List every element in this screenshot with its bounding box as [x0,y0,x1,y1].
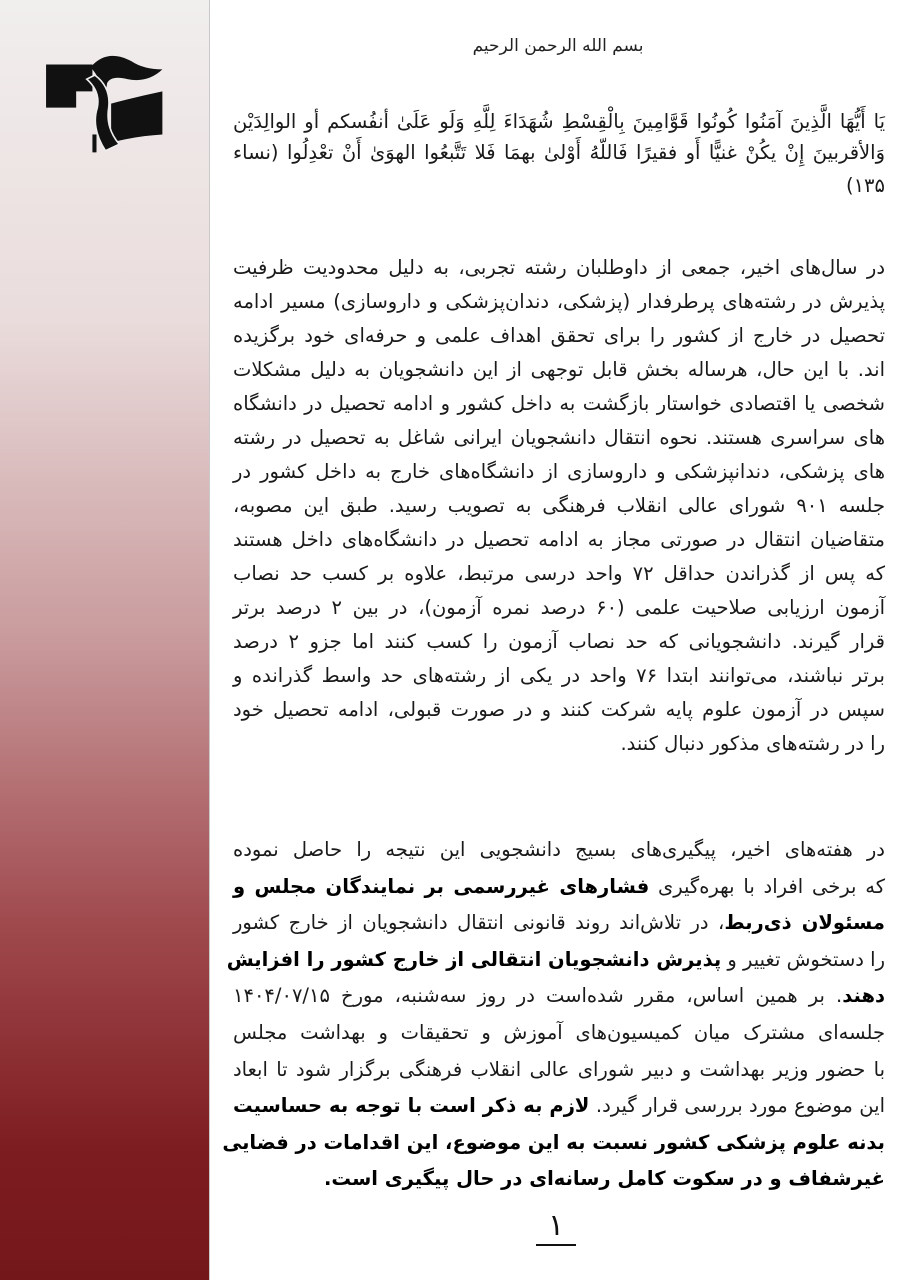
paragraph-line: های پزشکی، دندانپزشکی و داروسازی از دانشگاه‌های خارج به داخل کشور در [233,460,885,483]
paragraph-line: پذیرش در رشته‌های پرطرفدار (پزشکی، دندان‌پزشکی و داروسازی) مسیر ادامه [233,290,885,313]
paragraph-line [233,835,885,865]
paragraph-line: شخصی یا اقتصادی خواستار بازگشت به داخل کشور و ادامه تحصیل در دانشگاه [233,392,885,415]
bold-text: دهند [842,984,885,1008]
organization-logo-icon [42,42,164,157]
paragraph-line: سپس در آزمون علوم پایه شرکت کنند و در صورت قبولی، ادامه تحصیل خود [233,698,885,721]
paragraph-line: تحصیل در خارج از کشور را برای تحقق اهداف علمی و حرفه‌ای خود برگزیده [233,324,885,347]
paragraph-line: متقاضیان انتقال در صورتی مجاز به ادامه تحصیل در دانشگاه‌های داخل هستند [233,528,885,551]
verse-line: ۱۳۵) [845,174,885,197]
paragraph-line [233,872,885,902]
paragraph-line [233,1091,885,1121]
decorative-sidebar [0,0,210,1280]
paragraph-line [226,945,885,975]
document-page [211,0,905,1280]
paragraph-line [233,908,885,938]
text: . بر همین اساس، مقرر شده‌است در روز سه‌شنبه، مورخ ۱۴۰۴/۰۷/۱۵ [233,984,843,1008]
paragraph-line: جلسه ۹۰۱ شورای عالی انقلاب فرهنگی به تصویب رسید. طبق این مصوبه، [233,494,886,517]
paragraph-line: که پس از گذراندن حداقل ۷۲ واحد درسی مرتبط، علاوه بر کسب حد نصاب [233,562,885,585]
bold-text: پذیرش دانشجویان انتقالی از خارج کشور را افزایش [226,947,722,971]
verse-line: وَالأقربینَ إِنْ یکُنْ غنیًّا أَو فقیرًا فَاللّهُ أَوْلىٰ بهمَا فَلا تَتَّبعُوا الهوَىٰ أَنْ تعْدِلُوا (نساء [233,141,885,164]
verse-line: یَا أَیُّهَا الَّذِینَ آمَنُوا کُونُوا قَوَّامِینَ بِالْقِسْطِ شُهَدَاءَ لِلَّهِ وَلَو عَلَىٰ أنفُسكم أو الوالِدَیْن [233,110,885,133]
paragraph-line [222,1128,885,1158]
text: این موضوع مورد بررسی قرار گیرد. [589,1094,885,1118]
bold-text: لازم به ذکر است با توجه به حساسیت [233,1094,590,1118]
text: جلسه‌ای مشترک میان کمیسیون‌های آموزش و تحقیقات و بهداشت مجلس [233,1021,885,1044]
paragraph-line [233,981,885,1011]
bold-text: مسئولان ذی‌ربط [724,911,885,935]
text: را دستخوش تغییر و [721,947,885,971]
bold-text: غیرشفاف و در سکوت کامل رسانه‌ای در حال پیگیری است. [324,1167,885,1191]
bold-text: بدنه علوم پزشکی کشور نسبت به این موضوع، این اقدامات در فضایی [222,1130,885,1154]
paragraph-line: در سال‌های اخیر، جمعی از داوطلبان رشته تجربی، به دلیل محدودیت ظرفیت [233,256,885,279]
basmala-heading: بسم الله الرحمن الرحیم [472,36,644,56]
bold-text: فشارهای غیررسمی بر نمایندگان مجلس و [233,874,650,898]
text: ، در تلاش‌اند روند قانونی انتقال دانشجویان از خارج کشور [233,911,725,935]
paragraph-line: برتر نباشند، می‌توانند ابتدا ۷۶ واحد در یکی از رشته‌های حد واسط گذرانده و [233,664,885,687]
text: که برخی افراد با بهره‌گیری [649,874,885,898]
paragraph-line: اند. با این حال، هرساله بخش قابل توجهی از این دانشجویان به دلیل مشکلات [233,358,885,381]
paragraph-line [233,1055,885,1085]
text: در هفته‌های اخیر، پیگیری‌های بسیج دانشجویی این نتیجه را حاصل نموده [233,838,885,861]
text: با حضور وزیر بهداشت و دبیر شورای عالی انقلاب فرهنگی برگزار شود تا ابعاد [233,1057,885,1081]
paragraph-line: قرار گیرند. دانشجویانی که حد نصاب آزمون را کسب کنند اما جزو ۲ درصد [233,630,886,653]
page-number: ۱ [536,1208,576,1246]
paragraph-line: آزمون ارزیابی صلاحیت علمی (۶۰ درصد نمره آزمون)، در بین ۲ درصد برتر [233,596,885,619]
paragraph-line [233,1018,885,1048]
paragraph-line: های سراسری هستند. نحوه انتقال دانشجویان ایرانی شاغل به تحصیل در رشته [233,426,885,449]
paragraph-line: را در رشته‌های مذکور دنبال کنند. [620,732,885,755]
paragraph-line [233,1164,885,1194]
